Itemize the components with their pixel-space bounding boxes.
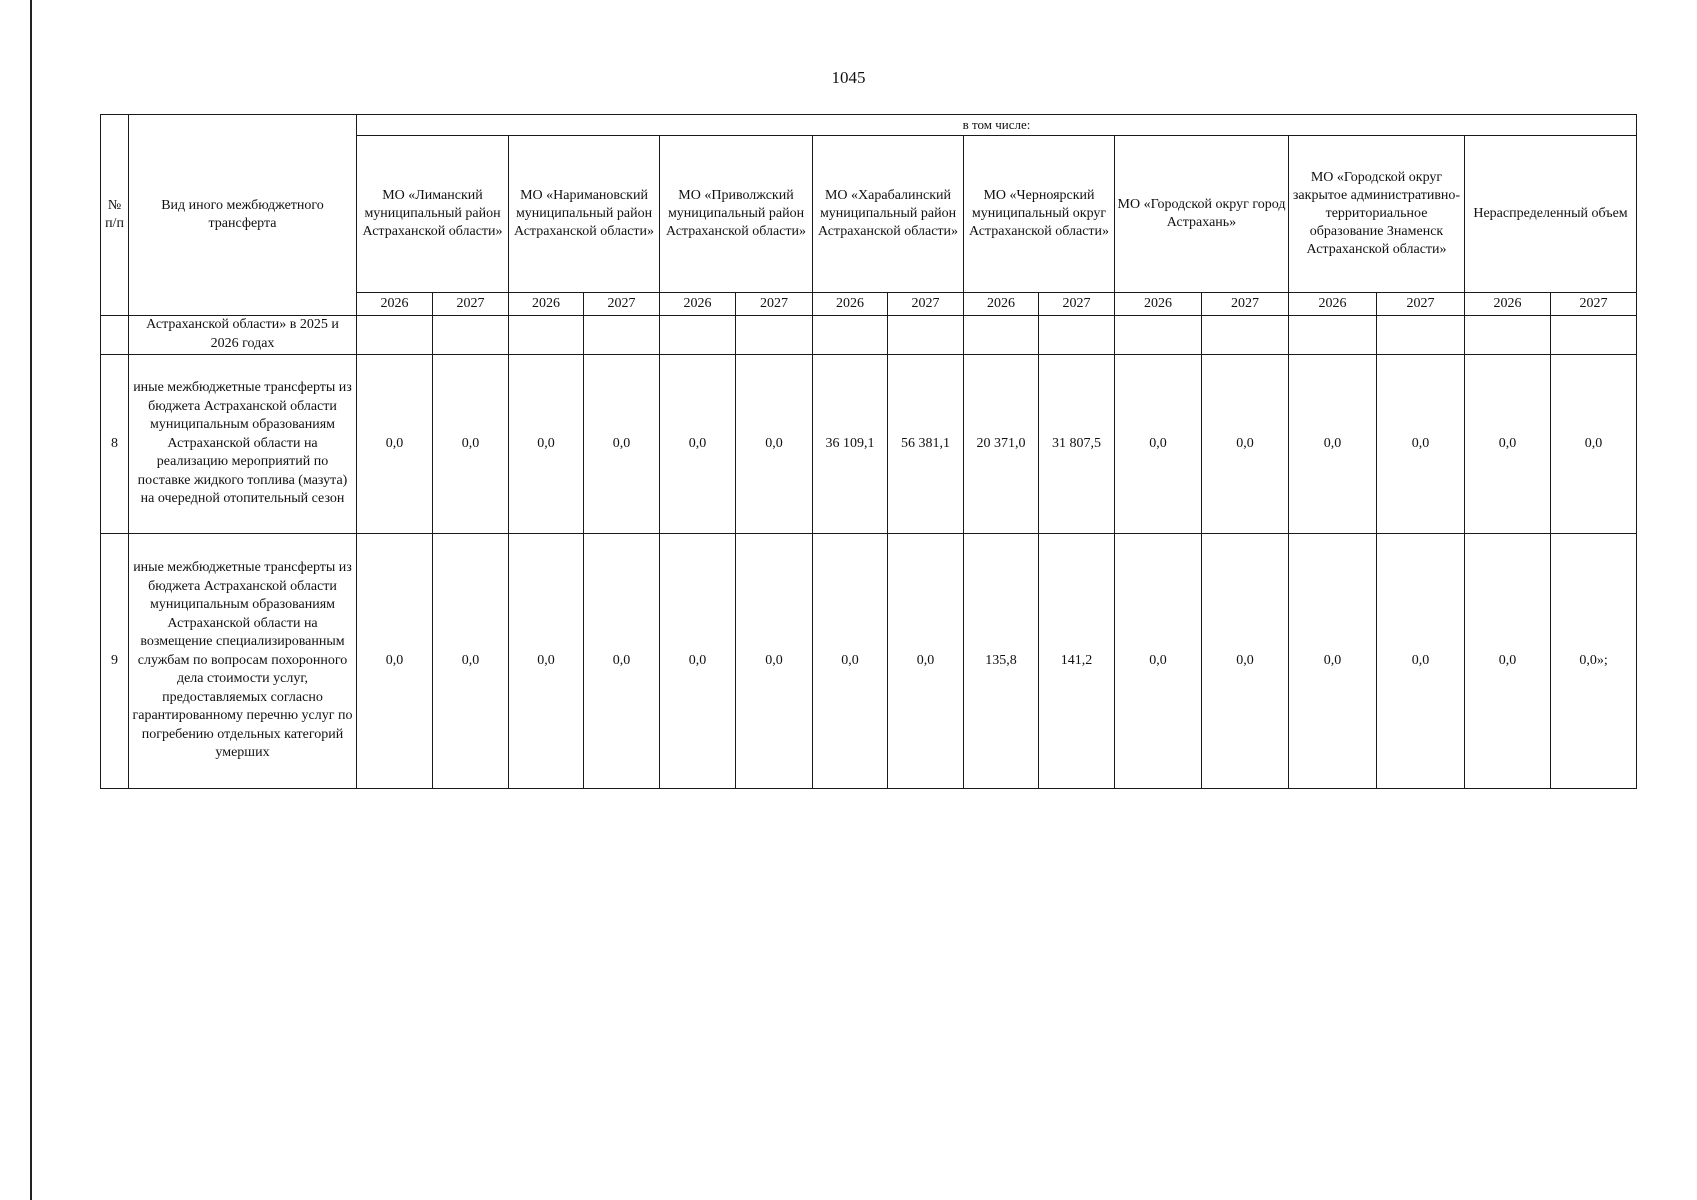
page-number: 1045 (831, 68, 866, 87)
value-cell: 0,0 (1465, 534, 1551, 789)
value-cell (357, 316, 433, 355)
value-cell: 0,0 (509, 534, 584, 789)
value-cell: 0,0 (1289, 534, 1377, 789)
year-header: 2027 (1551, 293, 1637, 316)
value-cell: 0,0 (1115, 534, 1202, 789)
unallocated-header: Нераспределенный объем (1465, 136, 1637, 293)
transfers-table (100, 114, 1637, 789)
value-cell (964, 316, 1039, 355)
municipality-header: МО «Приволжский муниципальный район Астраханской области» (660, 136, 813, 293)
year-header: 2027 (1039, 293, 1115, 316)
municipality-header: МО «Черноярский муниципальный округ Астраханской области» (964, 136, 1115, 293)
year-header: 2026 (1115, 293, 1202, 316)
col-no-header: № п/п (101, 115, 129, 316)
value-cell: 0,0 (433, 534, 509, 789)
col-type-header: Вид иного межбюджетного трансферта (129, 115, 357, 316)
row-number (101, 316, 129, 355)
value-cell (1465, 316, 1551, 355)
value-cell: 0,0 (660, 355, 736, 534)
year-header: 2026 (1289, 293, 1377, 316)
value-cell: 0,0 (660, 534, 736, 789)
value-cell: 0,0 (1202, 534, 1289, 789)
value-cell: 0,0 (736, 355, 813, 534)
table-row (101, 316, 1637, 355)
year-header: 2027 (888, 293, 964, 316)
year-header: 2027 (433, 293, 509, 316)
year-header: 2026 (357, 293, 433, 316)
value-cell: 0,0 (1377, 355, 1465, 534)
municipality-header: МО «Лиманский муниципальный район Астраханской области» (357, 136, 509, 293)
value-cell: 0,0 (1377, 534, 1465, 789)
transfer-name: Астраханской области» в 2025 и 2026 годах (129, 316, 357, 355)
value-cell: 0,0 (1289, 355, 1377, 534)
table-row (101, 534, 1637, 789)
value-cell (584, 316, 660, 355)
year-header: 2026 (964, 293, 1039, 316)
value-cell (1115, 316, 1202, 355)
value-cell: 36 109,1 (813, 355, 888, 534)
year-header: 2026 (660, 293, 736, 316)
value-cell: 20 371,0 (964, 355, 1039, 534)
value-cell: 31 807,5 (1039, 355, 1115, 534)
municipality-header: МО «Городской округ город Астрахань» (1115, 136, 1289, 293)
year-header: 2027 (1202, 293, 1289, 316)
value-cell (509, 316, 584, 355)
value-cell (660, 316, 736, 355)
value-cell: 0,0 (357, 355, 433, 534)
municipality-header: МО «Харабалинский муниципальный район Астраханской области» (813, 136, 964, 293)
transfer-name: иные межбюджетные трансферты из бюджета Астраханской области муниципальным образованиям Астраханской области на возмещение специализированным службам по вопросам похоронного дела стоимости услуг, предоставляемых согласно гарантированному перечню услуг по погребению отдельных категорий умерших (129, 534, 357, 789)
value-cell: 0,0 (1465, 355, 1551, 534)
value-cell (1289, 316, 1377, 355)
year-header: 2027 (1377, 293, 1465, 316)
value-cell (1551, 316, 1637, 355)
year-header: 2026 (1465, 293, 1551, 316)
value-cell: 0,0 (433, 355, 509, 534)
value-cell: 0,0»; (1551, 534, 1637, 789)
year-header: 2027 (736, 293, 813, 316)
value-cell: 0,0 (509, 355, 584, 534)
row-number: 8 (101, 355, 129, 534)
value-cell: 0,0 (1115, 355, 1202, 534)
value-cell: 0,0 (584, 534, 660, 789)
value-cell (1039, 316, 1115, 355)
value-cell: 0,0 (736, 534, 813, 789)
year-header: 2027 (584, 293, 660, 316)
value-cell: 0,0 (888, 534, 964, 789)
value-cell (736, 316, 813, 355)
municipality-header: МО «Городской округ закрытое административно-территориальное образование Знаменск Астраханской области» (1289, 136, 1465, 293)
value-cell: 0,0 (1551, 355, 1637, 534)
group-header: в том числе: (357, 115, 1637, 136)
value-cell: 0,0 (813, 534, 888, 789)
value-cell: 135,8 (964, 534, 1039, 789)
transfer-name: иные межбюджетные трансферты из бюджета Астраханской области муниципальным образованиям Астраханской области на реализацию мероприятий по поставке жидкого топлива (мазута) на очередной отопительный сезон (129, 355, 357, 534)
value-cell: 0,0 (357, 534, 433, 789)
value-cell: 0,0 (1202, 355, 1289, 534)
value-cell: 56 381,1 (888, 355, 964, 534)
value-cell (813, 316, 888, 355)
row-number: 9 (101, 534, 129, 789)
year-header: 2026 (509, 293, 584, 316)
page-margin-line (30, 0, 32, 1200)
table-row (101, 355, 1637, 534)
value-cell (433, 316, 509, 355)
value-cell: 141,2 (1039, 534, 1115, 789)
value-cell (888, 316, 964, 355)
year-header: 2026 (813, 293, 888, 316)
value-cell (1202, 316, 1289, 355)
value-cell: 0,0 (584, 355, 660, 534)
value-cell (1377, 316, 1465, 355)
municipality-header: МО «Наримановский муниципальный район Астраханской области» (509, 136, 660, 293)
